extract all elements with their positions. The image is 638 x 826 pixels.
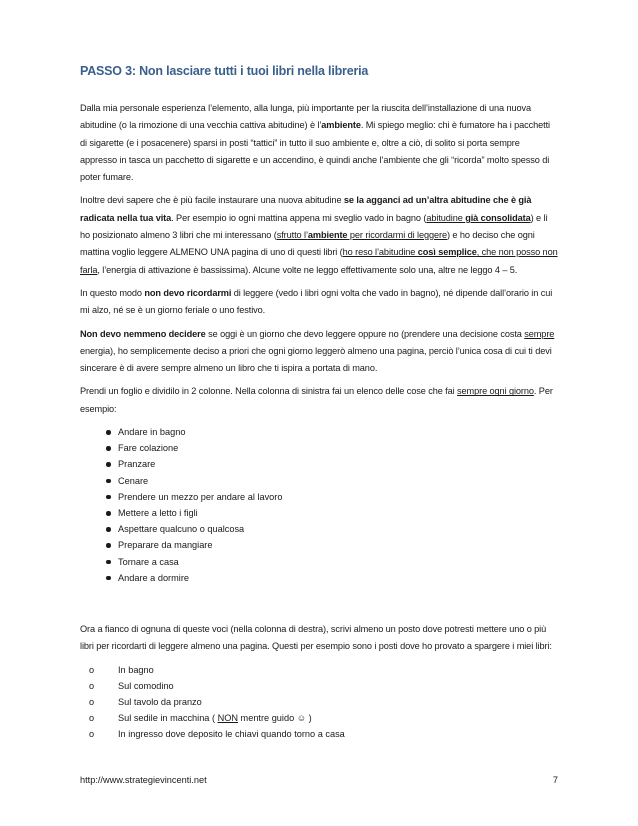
list-item: Preparare da mangiare — [80, 537, 558, 553]
list-item: Prendere un mezzo per andare al lavoro — [80, 489, 558, 505]
underlined-phrase: sempre ogni giorno — [457, 386, 534, 397]
daily-activities-list — [80, 424, 558, 586]
emphasis: già consolidata — [465, 212, 531, 223]
text: se oggi è un giorno che devo leggere oppure no (prendere una decisione costa — [205, 328, 525, 339]
text: di leggere (vedo i libri ogni volta che vado in bagno), né dipende dall’orario in cui mi alzo, né se è un giorno feriale o uno festivo. — [80, 287, 553, 316]
paragraph-environment — [80, 100, 558, 186]
paragraph-places: Ora a fianco di ognuna di queste voci (nella colonna di destra), scrivi almeno un posto dove potresti mettere uno o più libri per ricordarti di leggere almeno una pagina. Questi per esempio sono i posti dove ho provato a spargere i miei libri: — [80, 624, 552, 652]
list-item — [80, 726, 558, 742]
text: Sul comodino — [118, 680, 174, 691]
paragraph-habit-hook — [80, 192, 558, 278]
paragraph-exercise — [80, 383, 558, 418]
text: abitudine — [426, 212, 466, 223]
list-item — [80, 694, 558, 710]
page-number: 7 — [552, 775, 558, 785]
text: per ricordarmi di leggere — [347, 230, 447, 241]
text: , l’energia di attivazione è bassissima). Alcune volte ne leggo effettivamente solo una, altre ne leggo 4 – 5. — [97, 264, 518, 275]
list-marker: o — [89, 664, 95, 675]
list-marker: o — [89, 680, 95, 691]
page-footer — [80, 775, 558, 785]
list-item — [80, 662, 558, 678]
underlined-word: NON — [217, 713, 238, 724]
list-item: Pranzare — [80, 456, 558, 472]
text: ho reso l’abitudine — [342, 247, 418, 258]
emphasis: così semplice — [417, 247, 477, 258]
text: Inoltre devi sapere che è più facile instaurare una nuova abitudine — [80, 195, 344, 206]
text: . Per esempio: — [80, 386, 553, 414]
text: mentre guido ☺ ) — [238, 713, 312, 724]
spacer — [80, 596, 558, 621]
list-item — [80, 678, 558, 694]
list-item: Tornare a casa — [80, 554, 558, 570]
underlined-phrase — [426, 213, 530, 223]
list-item: Andare in bagno — [80, 424, 558, 440]
underlined-phrase — [277, 230, 447, 240]
text: Sul tavolo da pranzo — [118, 697, 202, 708]
text: In questo modo — [80, 287, 145, 298]
list-marker: o — [89, 697, 95, 708]
list-item: Fare colazione — [80, 440, 558, 456]
underlined-word: sempre — [524, 328, 555, 339]
emphasis-ambiente: ambiente — [321, 120, 361, 131]
section-heading: PASSO 3: Non lasciare tutti i tuoi libri nella libreria — [80, 64, 369, 78]
text: Sul sedile in macchina ( — [118, 713, 218, 724]
text: In bagno — [118, 664, 154, 675]
paragraph-no-remember — [80, 285, 558, 320]
text: . Mi spiego meglio: chi è fumatore ha i pacchetti di sigarette (e i posacenere) sparsi in posti “tattici” in tutto il suo ambiente e, oltre a ciò, di solito si porta sempre appresso in tasca un pacchetto di sigarette e un accendino, è quindi anche l’ambiente che gli “ricorda” molto spesso di poter fumare. — [80, 120, 550, 183]
text: ) e ho deciso che ogni mattina voglio leggere ALMENO UNA pagina di uno di questi libri ( — [80, 230, 535, 258]
document-body — [80, 64, 558, 743]
list-marker: o — [89, 729, 95, 740]
text: , che non posso non farla — [80, 247, 558, 275]
text: Prendi un foglio e dividilo in 2 colonne. Nella colonna di sinistra fai un elenco delle cose che fai — [80, 386, 458, 397]
footer-url: http://www.strategievincenti.net — [80, 775, 207, 785]
list-item: Mettere a letto i figli — [80, 505, 558, 521]
list-item: Cenare — [80, 473, 558, 489]
text: ) e lì ho posizionato almeno 3 libri che mi interessano ( — [80, 212, 548, 241]
text: sfrutto l’ — [276, 230, 308, 241]
emphasis: se la agganci ad un’altra abitudine che è già radicata nella tua vita — [80, 195, 532, 223]
list-marker: o — [89, 713, 95, 724]
list-item — [80, 710, 558, 726]
emphasis: Non devo nemmeno decidere — [80, 328, 206, 339]
paragraph-no-decide — [80, 326, 558, 378]
text: Dalla mia personale esperienza l’elemento, alla lunga, più importante per la riuscita dell’installazione di una nuova abitudine (o la rimozione di una vecchia cattiva abitudine) è l’ — [80, 103, 532, 131]
book-places-list — [80, 662, 558, 743]
text: In ingresso dove deposito le chiavi quando torno a casa — [118, 729, 345, 740]
list-item: Aspettare qualcuno o qualcosa — [80, 521, 558, 537]
text: . Per esempio io ogni mattina appena mi sveglio vado in bagno ( — [171, 212, 427, 223]
text: energia), ho semplicemente deciso a priori che ogni giorno leggerò almeno una pagina, perciò l’unica cosa di cui ti devi sincerare è di avere sempre almeno un libro che ti ispira a portata di mano. — [80, 345, 552, 374]
emphasis: ambiente — [307, 230, 348, 241]
emphasis: non devo ricordarmi — [144, 287, 232, 298]
list-item: Andare a dormire — [80, 570, 558, 586]
